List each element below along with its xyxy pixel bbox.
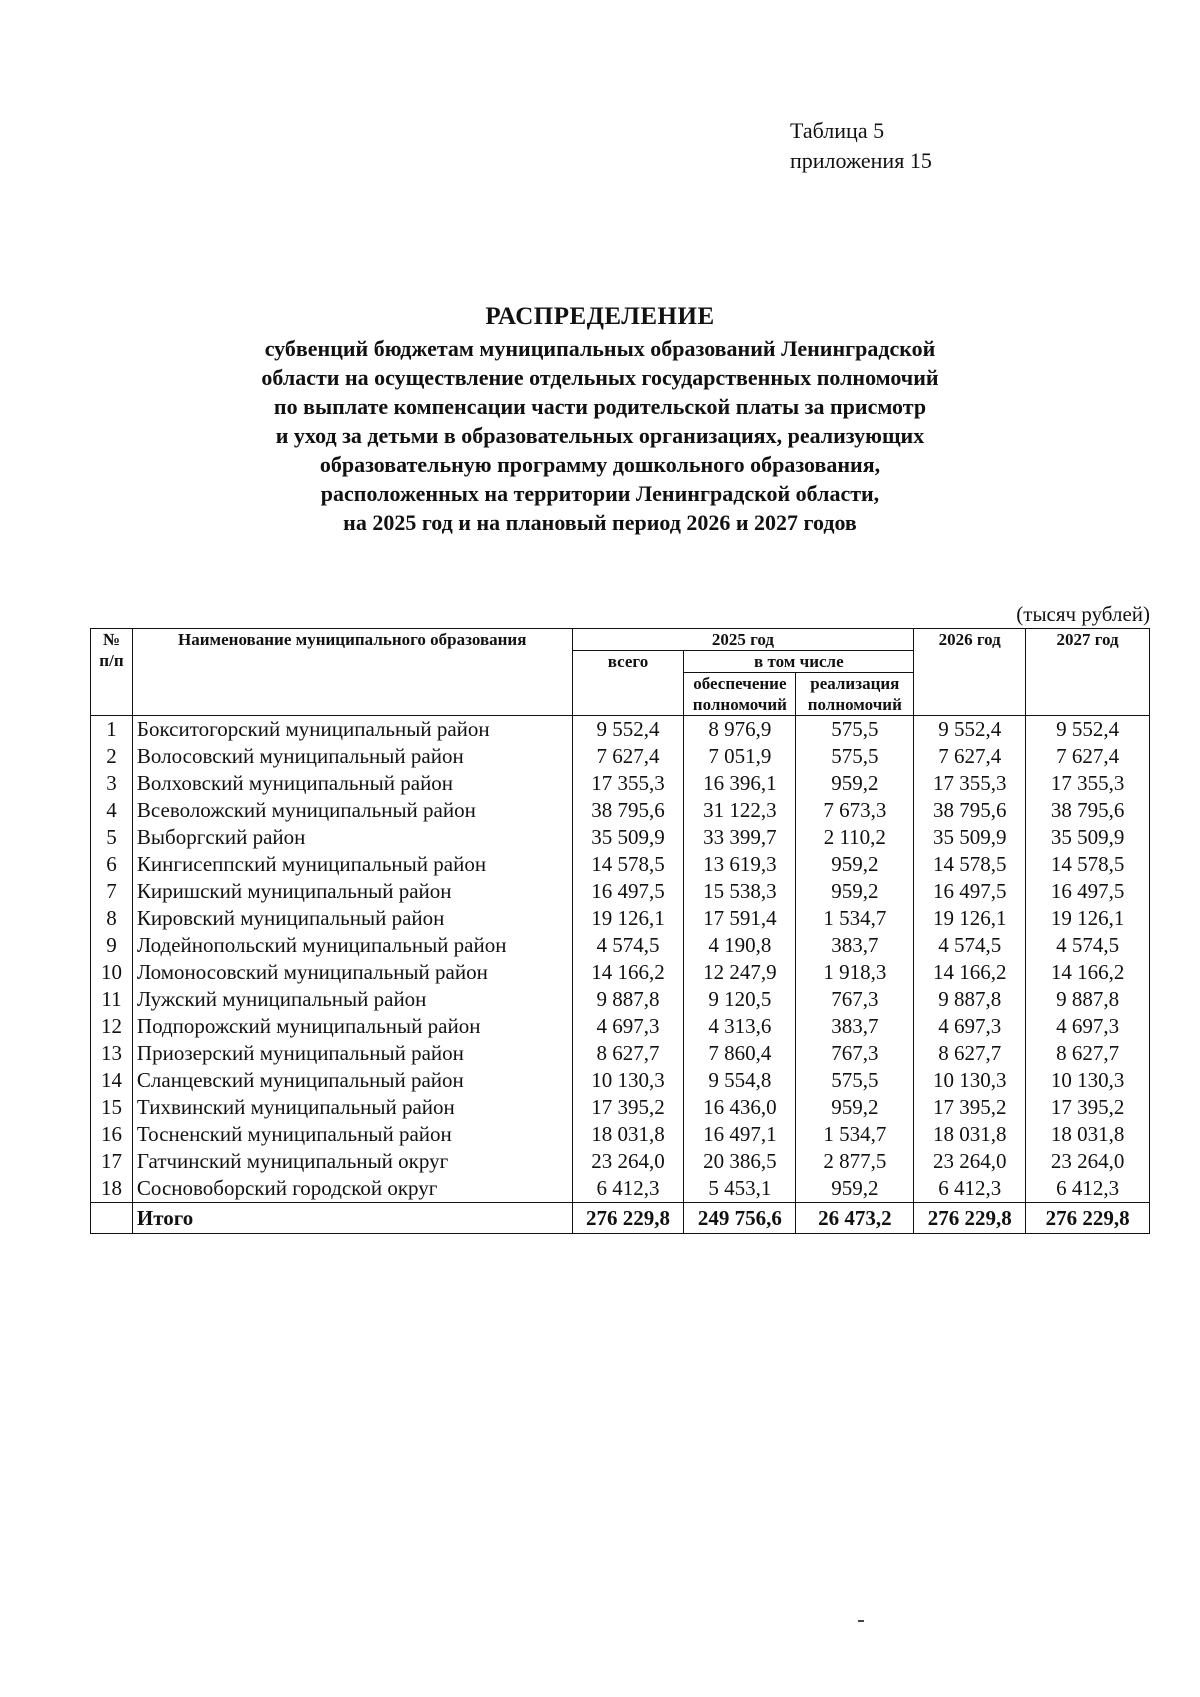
row-realization: 1 534,7	[796, 1121, 914, 1148]
row-provision: 9 554,8	[684, 1067, 796, 1094]
row-total: 38 795,6	[572, 797, 684, 824]
row-municipality-name: Волосовский муниципальный район	[132, 743, 572, 770]
row-municipality-name: Гатчинский муниципальный округ	[132, 1148, 572, 1175]
total-realization: 26 473,2	[796, 1203, 914, 1234]
table-row	[91, 851, 1150, 878]
row-realization: 575,5	[796, 1067, 914, 1094]
header-name: Наименование муниципального образования	[132, 629, 572, 716]
row-2027: 14 578,5	[1026, 851, 1150, 878]
row-2026: 8 627,7	[914, 1040, 1026, 1067]
header-total: всего	[572, 651, 684, 716]
row-number: 17	[91, 1148, 133, 1175]
table-row	[91, 905, 1150, 932]
row-provision: 13 619,3	[684, 851, 796, 878]
row-total: 14 578,5	[572, 851, 684, 878]
row-realization: 383,7	[796, 932, 914, 959]
row-2026: 14 578,5	[914, 851, 1026, 878]
row-provision: 4 190,8	[684, 932, 796, 959]
row-municipality-name: Всеволожский муниципальный район	[132, 797, 572, 824]
row-total: 19 126,1	[572, 905, 684, 932]
row-2027: 17 355,3	[1026, 770, 1150, 797]
row-total: 35 509,9	[572, 824, 684, 851]
row-2026: 19 126,1	[914, 905, 1026, 932]
row-provision: 12 247,9	[684, 959, 796, 986]
row-2026: 7 627,4	[914, 743, 1026, 770]
row-provision: 4 313,6	[684, 1013, 796, 1040]
row-provision: 16 497,1	[684, 1121, 796, 1148]
row-number: 1	[91, 716, 133, 744]
scan-mark	[858, 1620, 864, 1622]
row-2026: 9 887,8	[914, 986, 1026, 1013]
row-2027: 14 166,2	[1026, 959, 1150, 986]
total-number-cell	[91, 1203, 133, 1234]
row-number: 7	[91, 878, 133, 905]
row-municipality-name: Приозерский муниципальный район	[132, 1040, 572, 1067]
row-total: 10 130,3	[572, 1067, 684, 1094]
row-2027: 23 264,0	[1026, 1148, 1150, 1175]
row-provision: 16 396,1	[684, 770, 796, 797]
row-2027: 7 627,4	[1026, 743, 1150, 770]
row-total: 8 627,7	[572, 1040, 684, 1067]
row-provision: 5 453,1	[684, 1175, 796, 1203]
row-provision: 15 538,3	[684, 878, 796, 905]
row-realization: 959,2	[796, 878, 914, 905]
title-line: по выплате компенсации части родительской платы за присмотр	[273, 394, 927, 419]
row-2027: 18 031,8	[1026, 1121, 1150, 1148]
header-provision: обеспечение полномочий	[684, 673, 796, 716]
row-municipality-name: Тосненский муниципальный район	[132, 1121, 572, 1148]
row-number: 10	[91, 959, 133, 986]
row-provision: 16 436,0	[684, 1094, 796, 1121]
row-municipality-name: Кингисеппский муниципальный район	[132, 851, 572, 878]
row-municipality-name: Бокситогорский муниципальный район	[132, 716, 572, 744]
row-number: 13	[91, 1040, 133, 1067]
table-row	[91, 959, 1150, 986]
header-year-2025: 2025 год	[572, 629, 914, 651]
row-realization: 959,2	[796, 1175, 914, 1203]
title-line: и уход за детьми в образовательных организациях, реализующих	[275, 423, 925, 448]
header-year-2027: 2027 год	[1026, 629, 1150, 716]
row-provision: 7 051,9	[684, 743, 796, 770]
row-total: 4 697,3	[572, 1013, 684, 1040]
row-number: 11	[91, 986, 133, 1013]
distribution-table	[90, 628, 1150, 1234]
row-total: 14 166,2	[572, 959, 684, 986]
row-2027: 9 887,8	[1026, 986, 1150, 1013]
row-realization: 959,2	[796, 770, 914, 797]
table-row	[91, 824, 1150, 851]
table-row	[91, 986, 1150, 1013]
row-number: 5	[91, 824, 133, 851]
row-2026: 9 552,4	[914, 716, 1026, 744]
row-2027: 8 627,7	[1026, 1040, 1150, 1067]
row-total: 4 574,5	[572, 932, 684, 959]
row-2027: 9 552,4	[1026, 716, 1150, 744]
row-municipality-name: Киришский муниципальный район	[132, 878, 572, 905]
row-realization: 767,3	[796, 1040, 914, 1067]
header-realization: реализация полномочий	[796, 673, 914, 716]
total-provision: 249 756,6	[684, 1203, 796, 1234]
table-row	[91, 770, 1150, 797]
title-line: на 2025 год и на плановый период 2026 и 2027 годов	[343, 510, 857, 535]
table-row	[91, 1121, 1150, 1148]
row-2027: 35 509,9	[1026, 824, 1150, 851]
row-number: 3	[91, 770, 133, 797]
table-row	[91, 878, 1150, 905]
title-line: области на осуществление отдельных государственных полномочий	[261, 365, 939, 390]
row-number: 6	[91, 851, 133, 878]
header-including: в том числе	[684, 651, 914, 673]
row-realization: 575,5	[796, 716, 914, 744]
row-2026: 38 795,6	[914, 797, 1026, 824]
row-2027: 17 395,2	[1026, 1094, 1150, 1121]
title-line: субвенций бюджетам муниципальных образований Ленинградской	[264, 336, 936, 361]
title-line: расположенных на территории Ленинградской области,	[320, 481, 880, 506]
row-realization: 7 673,3	[796, 797, 914, 824]
row-municipality-name: Кировский муниципальный район	[132, 905, 572, 932]
row-realization: 959,2	[796, 851, 914, 878]
row-municipality-name: Волховский муниципальный район	[132, 770, 572, 797]
table-row	[91, 1148, 1150, 1175]
row-municipality-name: Лужский муниципальный район	[132, 986, 572, 1013]
appendix-reference	[790, 116, 932, 176]
table-row	[91, 1013, 1150, 1040]
row-2026: 23 264,0	[914, 1148, 1026, 1175]
row-2026: 35 509,9	[914, 824, 1026, 851]
row-number: 8	[91, 905, 133, 932]
row-total: 7 627,4	[572, 743, 684, 770]
row-number: 4	[91, 797, 133, 824]
row-total: 9 552,4	[572, 716, 684, 744]
row-total: 16 497,5	[572, 878, 684, 905]
row-total: 17 395,2	[572, 1094, 684, 1121]
row-2026: 4 574,5	[914, 932, 1026, 959]
row-municipality-name: Лодейнопольский муниципальный район	[132, 932, 572, 959]
table-body	[91, 716, 1150, 1203]
total-row	[91, 1203, 1150, 1234]
row-total: 6 412,3	[572, 1175, 684, 1203]
row-realization: 575,5	[796, 743, 914, 770]
row-2027: 38 795,6	[1026, 797, 1150, 824]
row-2027: 4 574,5	[1026, 932, 1150, 959]
row-2026: 6 412,3	[914, 1175, 1026, 1203]
appendix-table-number: Таблица 5	[790, 118, 885, 143]
row-municipality-name: Сосновоборский городской округ	[132, 1175, 572, 1203]
appendix-annex-number: приложения 15	[790, 148, 932, 173]
row-2027: 16 497,5	[1026, 878, 1150, 905]
row-municipality-name: Сланцевский муниципальный район	[132, 1067, 572, 1094]
row-realization: 1 918,3	[796, 959, 914, 986]
table-row	[91, 1175, 1150, 1203]
row-2026: 10 130,3	[914, 1067, 1026, 1094]
total-sum: 276 229,8	[572, 1203, 684, 1234]
row-realization: 2 110,2	[796, 824, 914, 851]
row-total: 18 031,8	[572, 1121, 684, 1148]
table-row	[91, 1094, 1150, 1121]
title-line: образовательную программу дошкольного образования,	[319, 452, 881, 477]
row-2026: 17 355,3	[914, 770, 1026, 797]
row-number: 2	[91, 743, 133, 770]
row-2026: 4 697,3	[914, 1013, 1026, 1040]
row-realization: 383,7	[796, 1013, 914, 1040]
row-provision: 17 591,4	[684, 905, 796, 932]
table-row	[91, 743, 1150, 770]
row-provision: 31 122,3	[684, 797, 796, 824]
row-2027: 10 130,3	[1026, 1067, 1150, 1094]
row-municipality-name: Ломоносовский муниципальный район	[132, 959, 572, 986]
row-2026: 18 031,8	[914, 1121, 1026, 1148]
document-title	[180, 300, 1020, 537]
row-realization: 1 534,7	[796, 905, 914, 932]
table-row	[91, 1040, 1150, 1067]
row-number: 12	[91, 1013, 133, 1040]
row-provision: 7 860,4	[684, 1040, 796, 1067]
row-2027: 4 697,3	[1026, 1013, 1150, 1040]
row-2026: 14 166,2	[914, 959, 1026, 986]
table-row	[91, 1067, 1150, 1094]
row-realization: 767,3	[796, 986, 914, 1013]
row-number: 14	[91, 1067, 133, 1094]
row-2027: 19 126,1	[1026, 905, 1150, 932]
row-realization: 2 877,5	[796, 1148, 914, 1175]
row-2026: 16 497,5	[914, 878, 1026, 905]
title-heading: РАСПРЕДЕЛЕНИЕ	[485, 303, 715, 330]
row-2027: 6 412,3	[1026, 1175, 1150, 1203]
header-year-2026: 2026 год	[914, 629, 1026, 716]
row-total: 9 887,8	[572, 986, 684, 1013]
row-provision: 8 976,9	[684, 716, 796, 744]
units-note: (тысяч рублей)	[1016, 602, 1150, 626]
table-row	[91, 797, 1150, 824]
row-number: 16	[91, 1121, 133, 1148]
row-provision: 33 399,7	[684, 824, 796, 851]
row-total: 23 264,0	[572, 1148, 684, 1175]
row-municipality-name: Выборгский район	[132, 824, 572, 851]
table-row	[91, 932, 1150, 959]
total-2026: 276 229,8	[914, 1203, 1026, 1234]
row-realization: 959,2	[796, 1094, 914, 1121]
row-municipality-name: Тихвинский муниципальный район	[132, 1094, 572, 1121]
total-2027: 276 229,8	[1026, 1203, 1150, 1234]
row-2026: 17 395,2	[914, 1094, 1026, 1121]
row-number: 15	[91, 1094, 133, 1121]
row-provision: 9 120,5	[684, 986, 796, 1013]
row-number: 9	[91, 932, 133, 959]
row-total: 17 355,3	[572, 770, 684, 797]
table-row	[91, 716, 1150, 744]
total-label: Итого	[132, 1203, 572, 1234]
row-number: 18	[91, 1175, 133, 1203]
row-municipality-name: Подпорожский муниципальный район	[132, 1013, 572, 1040]
row-provision: 20 386,5	[684, 1148, 796, 1175]
header-number: № п/п	[91, 629, 133, 716]
